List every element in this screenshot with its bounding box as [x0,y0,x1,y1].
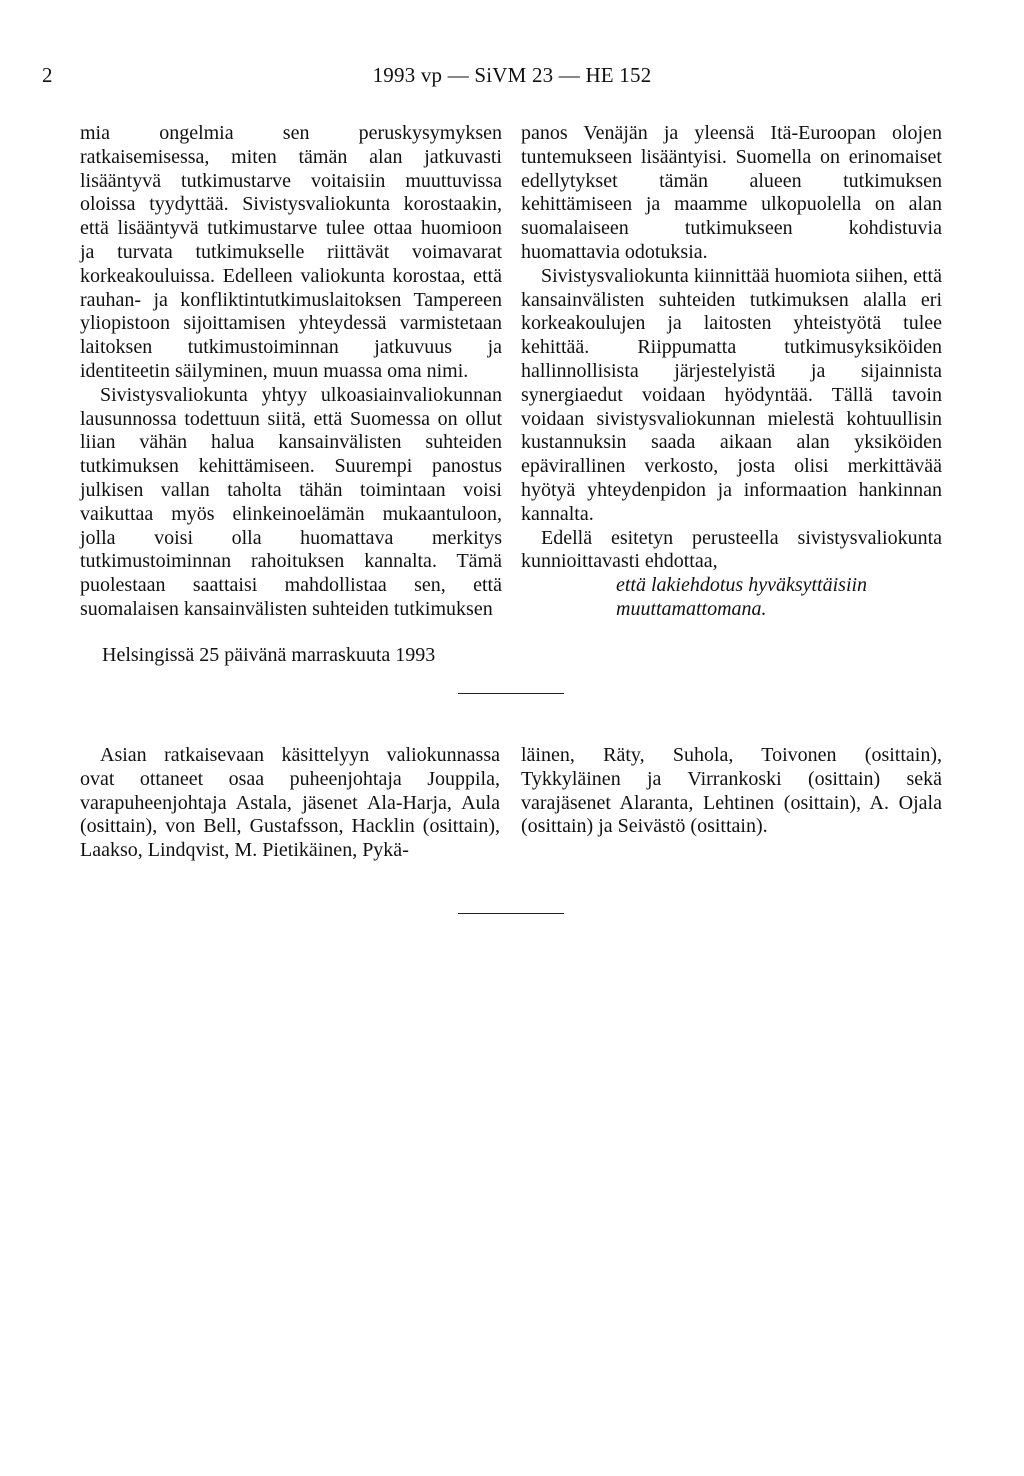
paragraph: Edellä esitetyn perusteella sivistysvaliokunta kunnioittavasti ehdottaa, [521,526,942,573]
paragraph: Sivistysvaliokunta yhtyy ulkoasiainvaliokunnan lausunnossa todettuun siitä, että Suomessa on ollut liian vähän halua kansainvälisten suhteiden tutkimuksen kehittämiseen. Suurempi panostus julkisen vallan taholta tähän toimintaan voisi vaikuttaa myös elinkeinoelämän mukaantuloon, jolla voisi olla huomattava merkitys tutkimustoiminnan rahoituksen kannalta. Tämä puolestaan saattaisi mahdollistaa sen, että suomalaisen kansainvälisten suhteiden tutkimuksen [80,383,502,620]
participants-column-left [80,744,500,863]
participants-text: Asian ratkaisevaan käsittelyyn valiokunnassa ovat ottaneet osaa puheenjohtaja Jouppila, varapuheenjohtaja Astala, jäsenet Ala-Harja, Aula (osittain), von Bell, Gustafsson, Hacklin (osittain), Laakso, Lindqvist, M. Pietikäinen, Pykä- [80,744,500,862]
paragraph: Sivistysvaliokunta kiinnittää huomiota siihen, että kansainvälisten suhteiden tutkimuksen alalla eri korkeakoulujen ja laitosten yhteistyötä tulee kehittää. Riippumatta tutkimusyksiköiden hallinnollisista järjestelyistä ja sijainnista synergiaedut voidaan hyödyntää. Tällä tavoin voidaan sivistysvaliokunnan mielestä kohtuullisin kustannuksin saada aikaan alan yksiköiden epävirallinen verkosto, josta olisi merkittävää hyötyä yhteydenpidon ja informaation hankinnan kannalta. [521,264,942,525]
running-head: 1993 vp — SiVM 23 — HE 152 [372,63,652,87]
divider-rule [458,693,564,694]
body-column-left [80,122,502,622]
body-column-right [521,122,942,622]
participants-text: läinen, Räty, Suhola, Toivonen (osittain), Tykkyläinen ja Virrankoski (osittain) sekä varajäsenet Alaranta, Lehtinen (osittain), A. Ojala (osittain) ja Seivästö (osittain). [521,744,942,838]
page-number: 2 [42,63,53,87]
paragraph: mia ongelmia sen peruskysymyksen ratkaisemisessa, miten tämän alan jatkuvasti lisääntyvä tutkimustarve voitaisiin muuttuvissa oloissa tyydyttää. Sivistysvaliokunta korostaakin, että lisääntyvä tutkimustarve tulee ottaa huomioon ja turvata tutkimukselle riittävät voimavarat korkeakouluissa. Edelleen valiokunta korostaa, että rauhan- ja konfliktintutkimuslaitoksen Tampereen yliopistoon sijoittamisen yhteydessä varmistetaan laitoksen tutkimustoiminnan jatkuvuus ja identiteetin säilyminen, muun muassa oma nimi. [80,122,502,382]
paragraph: panos Venäjän ja yleensä Itä-Euroopan olojen tuntemukseen lisääntyisi. Suomella on erinomaiset edellytykset tämän alueen tutkimuksen kehittämiseen ja maamme ulkopuolella on alan suomalaiseen tutkimukseen kohdistuvia huomattavia odotuksia. [521,122,942,263]
end-rule [458,913,564,914]
participants-column-right [521,744,942,839]
place-date: Helsingissä 25 päivänä marraskuuta 1993 [102,644,436,666]
proposal-statement: että lakiehdotus hyväksyttäisiin muuttamattomana. [616,574,868,620]
